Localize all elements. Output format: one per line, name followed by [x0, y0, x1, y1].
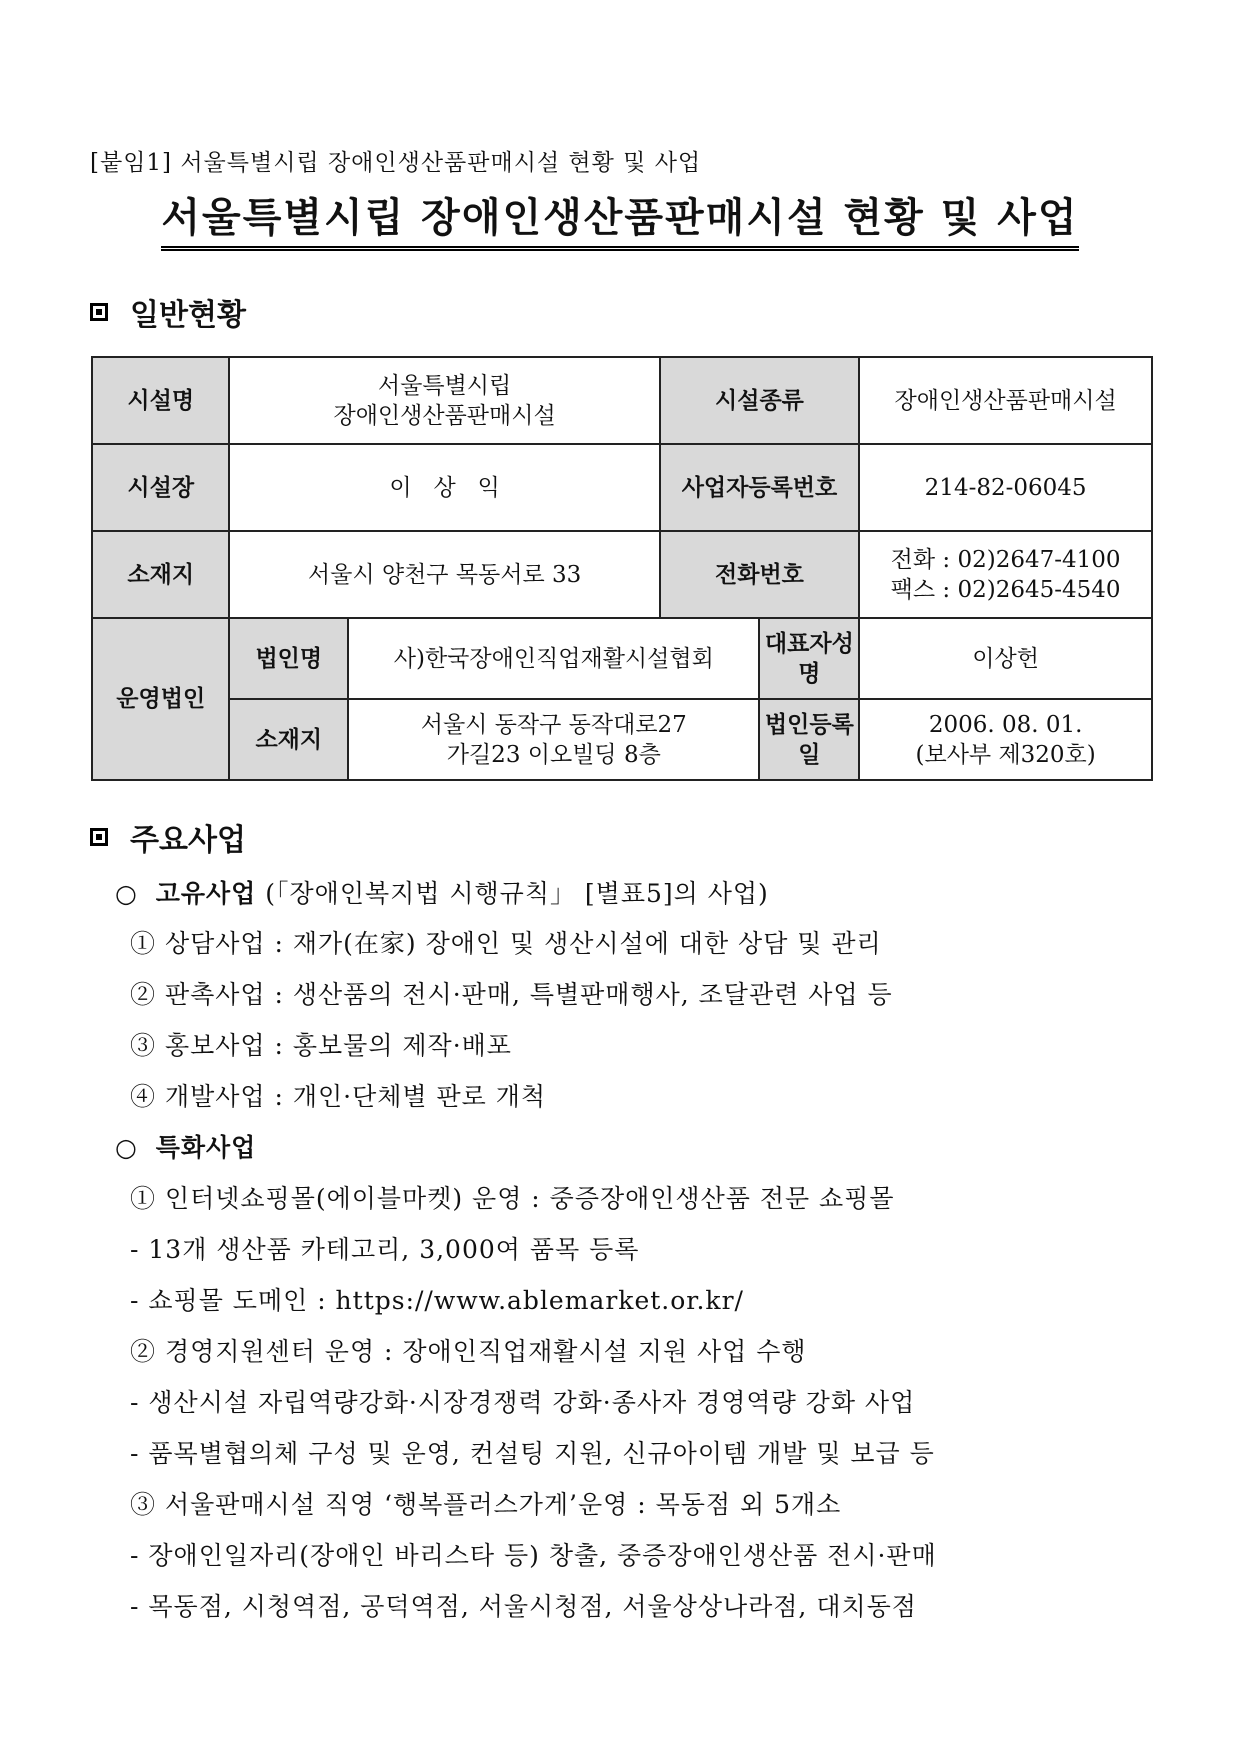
corp-address-value [348, 699, 759, 780]
business-no-value: 214-82-06045 [859, 444, 1152, 531]
corp-address-label: 소재지 [229, 699, 348, 780]
list-item: ③ 서울판매시설 직영 ‘행복플러스가게’운영 : 목동점 외 5개소 [130, 1490, 842, 1519]
circle-bullet-icon: ○ [115, 1133, 156, 1162]
fax-value: 팩스 : 02)2645-4540 [890, 576, 1121, 603]
attachment-label: [붙임1] 서울특별시립 장애인생산품판매시설 현황 및 사업 [90, 150, 702, 176]
facility-name-line1: 서울특별시립 [377, 372, 512, 399]
director-value: 이 상 익 [229, 444, 659, 531]
page-title-text: 서울특별시립 장애인생산품판매시설 현황 및 사업 [161, 186, 1078, 251]
section-main-business [90, 815, 246, 859]
special-heading-title: 특화사업 [155, 1133, 257, 1162]
list-item: ② 경영지원센터 운영 : 장애인직업재활시설 지원 사업 수행 [130, 1337, 807, 1366]
facility-name-line2: 장애인생산품판매시설 [333, 402, 556, 429]
corp-name-label: 법인명 [229, 618, 348, 699]
list-item: ① 상담사업 : 재가(在家) 장애인 및 생산시설에 대한 상담 및 관리 [130, 929, 882, 958]
corp-reg-date-label: 법인등록일 [759, 699, 859, 780]
business-no-label: 사업자등록번호 [660, 444, 860, 531]
table-row [92, 444, 1152, 531]
facility-name-label: 시설명 [92, 357, 229, 444]
operator-label: 운영법인 [92, 618, 229, 780]
list-item: - 품목별협의체 구성 및 운영, 컨설팅 지원, 신규아이템 개발 및 보급 등 [130, 1439, 935, 1468]
corp-reg-date-line2: (보사부 제320호) [915, 741, 1096, 768]
ceo-value: 이상헌 [859, 618, 1152, 699]
address-value: 서울시 양천구 목동서로 33 [229, 531, 659, 618]
table-row [92, 531, 1152, 618]
section-general-status [90, 290, 246, 334]
table-row [92, 699, 1152, 780]
corp-reg-date-value [859, 699, 1152, 780]
intrinsic-heading [115, 874, 769, 910]
page-title [0, 186, 1240, 251]
section-main-business-title: 주요사업 [130, 823, 246, 858]
table-row [92, 357, 1152, 444]
list-item: - 목동점, 시청역점, 공덕역점, 서울시청점, 서울상상나라점, 대치동점 [130, 1592, 917, 1621]
general-status-table [91, 356, 1153, 781]
corp-reg-date-line1: 2006. 08. 01. [928, 711, 1083, 738]
corp-address-line2: 가길23 이오빌딩 8층 [446, 741, 661, 768]
list-item: - 13개 생산품 카테고리, 3,000여 품목 등록 [130, 1235, 640, 1264]
square-bullet-icon [90, 303, 108, 321]
table-row [92, 618, 1152, 699]
list-item: - 생산시설 자립역량강화·시장경쟁력 강화·종사자 경영역량 강화 사업 [130, 1388, 916, 1417]
list-item: ③ 홍보사업 : 홍보물의 제작·배포 [130, 1031, 512, 1060]
intrinsic-heading-suffix: (「장애인복지법 시행규칙」 [별표5]의 사업) [256, 879, 769, 908]
address-label: 소재지 [92, 531, 229, 618]
list-item: ② 판촉사업 : 생산품의 전시·판매, 특별판매행사, 조달관련 사업 등 [130, 980, 893, 1009]
phone-value: 전화 : 02)2647-4100 [890, 546, 1121, 573]
corp-address-line1: 서울시 동작구 동작대로27 [420, 711, 687, 738]
special-heading [115, 1128, 256, 1164]
phone-fax-value [859, 531, 1152, 618]
list-item: ① 인터넷쇼핑몰(에이블마켓) 운영 : 중증장애인생산품 전문 쇼핑몰 [130, 1184, 895, 1213]
facility-type-value: 장애인생산품판매시설 [859, 357, 1152, 444]
director-label: 시설장 [92, 444, 229, 531]
square-bullet-icon [90, 828, 108, 846]
circle-bullet-icon: ○ [115, 879, 156, 908]
phone-label: 전화번호 [660, 531, 860, 618]
facility-name-value [229, 357, 659, 444]
ceo-label: 대표자성명 [759, 618, 859, 699]
list-item: - 쇼핑몰 도메인 : https://www.ablemarket.or.kr/ [130, 1286, 744, 1315]
facility-type-label: 시설종류 [660, 357, 860, 444]
list-item: ④ 개발사업 : 개인·단체별 판로 개척 [130, 1082, 547, 1111]
section-general-status-title: 일반현황 [130, 298, 246, 333]
corp-name-value: 사)한국장애인직업재활시설협회 [348, 618, 759, 699]
list-item: - 장애인일자리(장애인 바리스타 등) 창출, 중증장애인생산품 전시·판매 [130, 1541, 937, 1570]
intrinsic-heading-title: 고유사업 [155, 879, 257, 908]
